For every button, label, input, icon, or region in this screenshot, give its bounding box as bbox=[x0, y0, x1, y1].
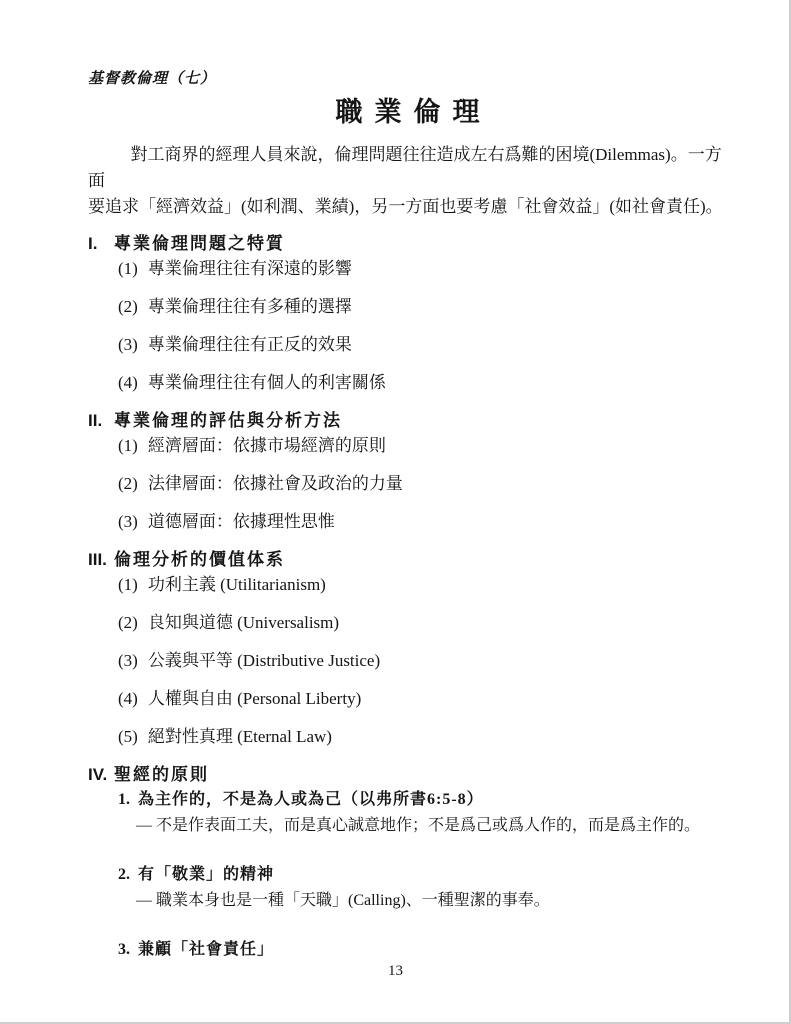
item-text: 公義與平等 (Distributive Justice) bbox=[147, 651, 381, 670]
item-text: 良知與道德 (Universalism) bbox=[147, 613, 340, 632]
list-item bbox=[118, 687, 727, 711]
item-marker: (2) bbox=[118, 474, 138, 493]
subitem bbox=[118, 938, 727, 962]
item-marker: (4) bbox=[118, 373, 138, 392]
section-numeral: II. bbox=[88, 411, 103, 430]
subitem-heading: 兼顧「社會責任」 bbox=[138, 941, 275, 958]
item-marker: (1) bbox=[118, 259, 138, 278]
item-marker: (3) bbox=[118, 335, 138, 354]
item-marker: 3. bbox=[118, 941, 130, 958]
item-marker: (2) bbox=[118, 297, 138, 316]
section-1 bbox=[88, 232, 727, 395]
section-title: 專業倫理問題之特質 bbox=[114, 234, 285, 253]
section-4-heading bbox=[88, 763, 727, 787]
section-numeral: IV. bbox=[88, 765, 108, 784]
list-item bbox=[118, 510, 727, 534]
list-item bbox=[118, 649, 727, 673]
section-1-heading bbox=[88, 232, 727, 256]
item-marker: (3) bbox=[118, 512, 138, 531]
item-text: 道德層面：依據理性思惟 bbox=[147, 512, 335, 531]
intro-line-2: 要追求「經濟效益」(如利潤、業績)，另一方面也要考慮「社會效益」(如社會責任)。 bbox=[88, 197, 723, 216]
item-marker: (3) bbox=[118, 651, 138, 670]
section-title: 專業倫理的評估與分析方法 bbox=[114, 411, 342, 430]
item-text: 絕對性真理 (Eternal Law) bbox=[147, 727, 332, 746]
list-item bbox=[118, 472, 727, 496]
item-marker: (5) bbox=[118, 727, 138, 746]
item-text: 法律層面：依據社會及政治的力量 bbox=[147, 474, 403, 493]
subitem-note: — 職業本身也是一種「天職」(Calling)、一種聖潔的事奉。 bbox=[136, 892, 550, 909]
list-item bbox=[118, 295, 727, 319]
list-item bbox=[118, 257, 727, 281]
section-4 bbox=[88, 763, 727, 962]
section-numeral: I. bbox=[88, 234, 98, 253]
section-title: 倫理分析的價值体系 bbox=[114, 550, 285, 569]
section-2-heading bbox=[88, 409, 727, 433]
item-marker: 2. bbox=[118, 866, 130, 883]
section-title: 聖經的原則 bbox=[114, 765, 209, 784]
section-2 bbox=[88, 409, 727, 534]
list-item bbox=[118, 611, 727, 635]
section-numeral: III. bbox=[88, 550, 107, 569]
list-item bbox=[118, 434, 727, 458]
page-title: 職業倫理 bbox=[335, 97, 492, 127]
item-text: 專業倫理往往有正反的效果 bbox=[147, 335, 352, 354]
list-item bbox=[118, 573, 727, 597]
subitem-note: — 不是作表面工夫，而是真心誠意地作；不是爲己或爲人作的，而是爲主作的。 bbox=[136, 817, 701, 834]
subitem-heading: 有「敬業」的精神 bbox=[138, 866, 275, 883]
item-marker: (1) bbox=[118, 436, 138, 455]
item-text: 專業倫理往往有深遠的影響 bbox=[147, 259, 352, 278]
item-marker: 1. bbox=[118, 791, 130, 808]
item-marker: (1) bbox=[118, 575, 138, 594]
list-item bbox=[118, 725, 727, 749]
item-text: 人權與自由 (Personal Liberty) bbox=[147, 689, 362, 708]
page-number: 13 bbox=[388, 963, 403, 979]
item-text: 經濟層面：依據市場經濟的原則 bbox=[147, 436, 386, 455]
subitem-heading: 為主作的，不是為人或為己（以弗所書6:5-8） bbox=[138, 791, 484, 808]
intro-paragraph bbox=[88, 142, 727, 220]
intro-line-1: 對工商界的經理人員來說，倫理問題往往造成左右爲難的困境(Dilemmas)。一方面 bbox=[88, 145, 722, 190]
item-text: 專業倫理往往有多種的選擇 bbox=[147, 297, 352, 316]
item-marker: (4) bbox=[118, 689, 138, 708]
item-text: 專業倫理往往有個人的利害關係 bbox=[147, 373, 386, 392]
item-text: 功利主義 (Utilitarianism) bbox=[147, 575, 326, 594]
item-marker: (2) bbox=[118, 613, 138, 632]
course-label: 基督教倫理（七） bbox=[88, 71, 217, 87]
list-item bbox=[118, 371, 727, 395]
section-3 bbox=[88, 548, 727, 749]
list-item bbox=[118, 333, 727, 357]
section-3-heading bbox=[88, 548, 727, 572]
subitem bbox=[118, 788, 727, 812]
subitem bbox=[118, 863, 727, 887]
